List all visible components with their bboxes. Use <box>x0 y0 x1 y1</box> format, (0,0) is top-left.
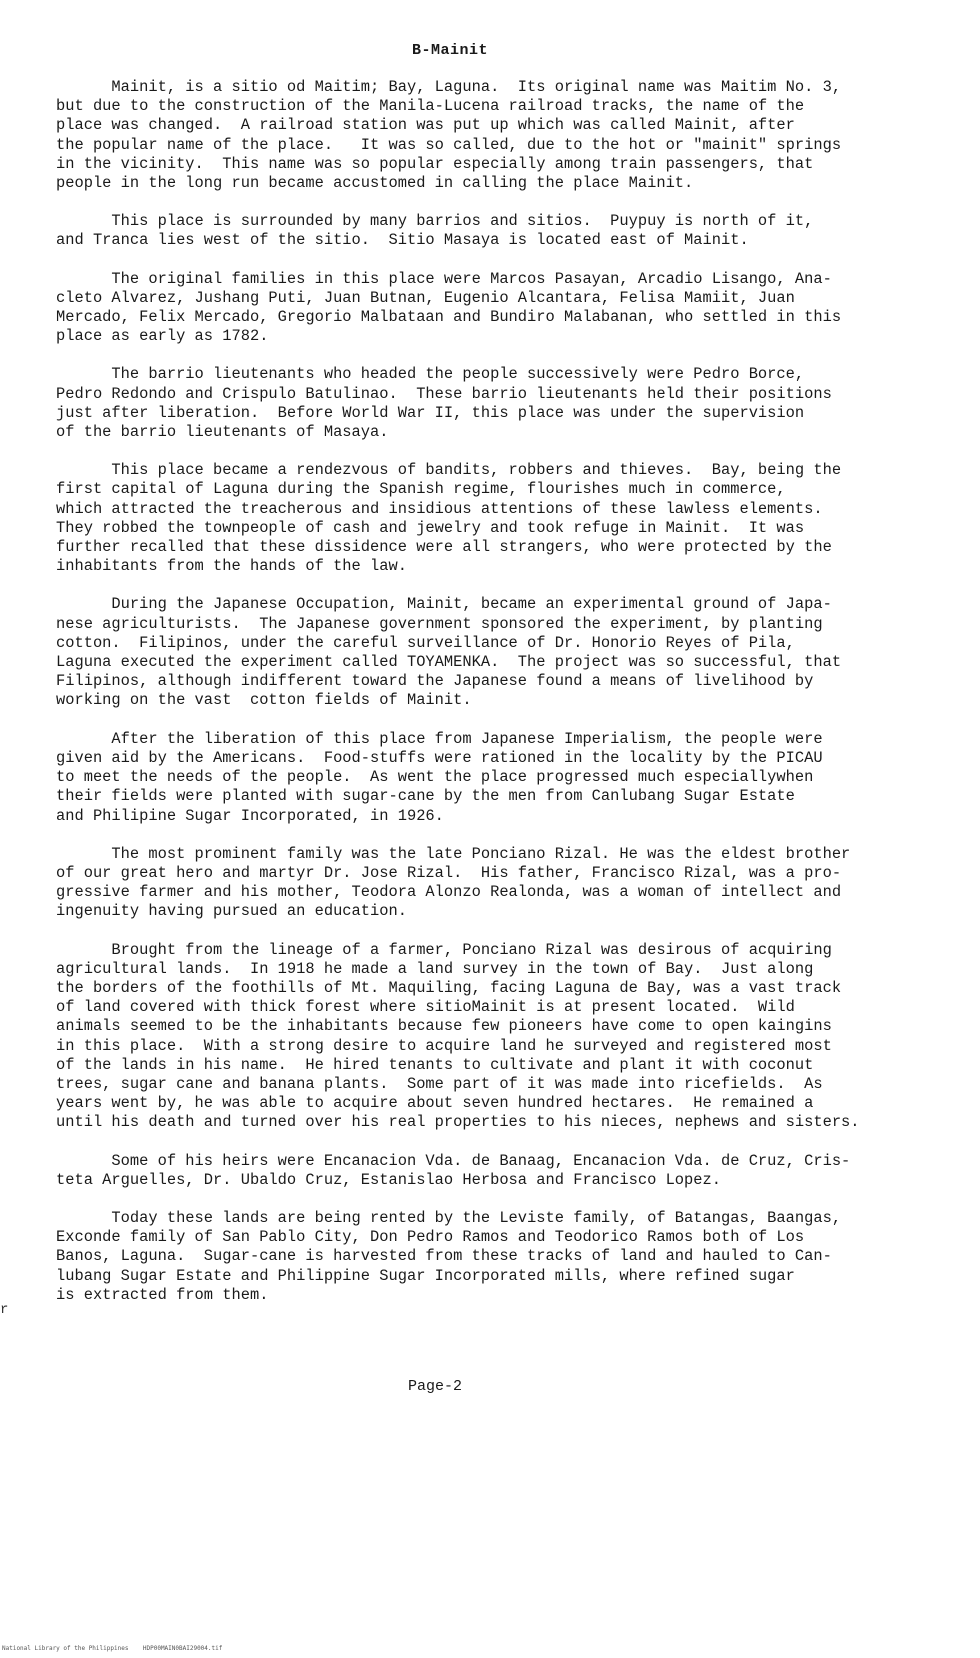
text-line: Exconde family of San Pablo City, Don Pedro Ramos and Teodorico Ramos both of Los <box>56 1228 805 1247</box>
text-line: given aid by the Americans. Food-stuffs were rationed in the locality by the PICAU <box>56 748 823 767</box>
text-line: teta Arguelles, Dr. Ubaldo Cruz, Estanislao Herbosa and Francisco Lopez. <box>56 1170 721 1189</box>
paragraph <box>56 270 916 347</box>
paragraph <box>56 941 916 1133</box>
text-line: Brought from the lineage of a farmer, Ponciano Rizal was desirous of acquiring <box>56 940 832 959</box>
text-line: in the vicinity. This name was so popular especially among train passengers, that <box>56 154 814 173</box>
text-line: to meet the needs of the people. As went the place progressed much especiallywhen <box>56 768 814 787</box>
text-line: place was changed. A railroad station was put up which was called Mainit, after <box>56 116 795 135</box>
text-line: The most prominent family was the late Ponciano Rizal. He was the eldest brother <box>56 844 851 863</box>
text-line: the borders of the foothills of Mt. Maquiling, facing Laguna de Bay, was a vast track <box>56 978 842 997</box>
text-line: years went by, he was able to acquire about seven hundred hectares. He remained a <box>56 1094 814 1113</box>
text-line: animals seemed to be the inhabitants because few pioneers have come to open kaingins <box>56 1017 832 1036</box>
page-number: Page-2 <box>408 1378 463 1395</box>
text-line: first capital of Laguna during the Spanish regime, flourishes much in commerce, <box>56 480 786 499</box>
text-line: further recalled that these dissidence were all strangers, who were protected by the <box>56 538 832 557</box>
document-body <box>56 78 916 1324</box>
text-line: of our great hero and martyr Dr. Jose Rizal. His father, Francisco Rizal, was a pro- <box>56 863 842 882</box>
text-line: Pedro Redondo and Crispulo Batulinao. These barrio lieutenants held their positions <box>56 384 832 403</box>
text-line: trees, sugar cane and banana plants. Some part of it was made into ricefields. As <box>56 1074 823 1093</box>
text-line: of the barrio lieutenants of Masaya. <box>56 423 389 442</box>
text-line: and Tranca lies west of the sitio. Sitio Masaya is located east of Mainit. <box>56 231 749 250</box>
text-line: Banos, Laguna. Sugar-cane is harvested from these tracks of land and hauled to Can- <box>56 1247 832 1266</box>
text-line: their fields were planted with sugar-cane by the men from Canlubang Sugar Estate <box>56 787 795 806</box>
text-line: of land covered with thick forest where sitioMainit is at present located. Wild <box>56 998 795 1017</box>
archive-footer: National Library of the Philippines HDP00MAIN0BAI29004.tif <box>2 1645 223 1652</box>
text-line: in this place. With a strong desire to acquire land he surveyed and registered most <box>56 1036 832 1055</box>
text-line: gressive farmer and his mother, Teodora Alonzo Realonda, was a woman of intellect and <box>56 883 842 902</box>
text-line: Today these lands are being rented by the Leviste family, of Batangas, Baangas, <box>56 1208 842 1227</box>
paragraph <box>56 595 916 710</box>
text-line: but due to the construction of the Manila-Lucena railroad tracks, the name of the <box>56 97 805 116</box>
text-line: Mainit, is a sitio od Maitim; Bay, Laguna. Its original name was Maitim No. 3, <box>56 78 842 96</box>
paragraph <box>56 845 916 922</box>
text-line: the popular name of the place. It was so called, due to the hot or "mainit" springs <box>56 135 842 154</box>
text-line: which attracted the treacherous and insidious attentions of these lawless elements. <box>56 499 823 518</box>
paragraph <box>56 461 916 576</box>
paragraph <box>56 365 916 442</box>
text-line: The barrio lieutenants who headed the people successively were Pedro Borce, <box>56 365 805 384</box>
text-line: Filipinos, although indifferent toward the Japanese found a means of livelihood by <box>56 672 814 691</box>
text-line: until his death and turned over his real properties to his nieces, nephews and sisters. <box>56 1113 860 1132</box>
text-line: place as early as 1782. <box>56 327 269 346</box>
text-line: After the liberation of this place from Japanese Imperialism, the people were <box>56 729 823 748</box>
page-title: B-Mainit <box>411 42 488 59</box>
text-line: This place became a rendezvous of bandits, robbers and thieves. Bay, being the <box>56 461 842 480</box>
paragraph <box>56 78 916 193</box>
text-line: just after liberation. Before World War II, this place was under the supervision <box>56 403 805 422</box>
text-line: working on the vast cotton fields of Mainit. <box>56 691 472 710</box>
text-line: This place is surrounded by many barrios and sitios. Puypuy is north of it, <box>56 212 814 231</box>
paragraph <box>56 212 916 250</box>
text-line: They robbed the townpeople of cash and jewelry and took refuge in Mainit. It was <box>56 518 805 537</box>
text-line: Laguna executed the experiment called TOYAMENKA. The project was so successful, that <box>56 653 842 672</box>
text-line: lubang Sugar Estate and Philippine Sugar Incorporated mills, where refined sugar <box>56 1266 795 1285</box>
text-line: and Philipine Sugar Incorporated, in 1926. <box>56 806 444 825</box>
text-line: cleto Alvarez, Jushang Puti, Juan Butnan, Eugenio Alcantara, Felisa Mamiit, Juan <box>56 288 795 307</box>
text-line: cotton. Filipinos, under the careful surveillance of Dr. Honorio Reyes of Pila, <box>56 633 795 652</box>
text-line: ingenuity having pursued an education. <box>56 902 407 921</box>
paragraph <box>56 1209 916 1305</box>
paragraph <box>56 730 916 826</box>
text-line: is extracted from them. <box>56 1285 269 1304</box>
text-line: The original families in this place were Marcos Pasayan, Arcadio Lisango, Ana- <box>56 269 832 288</box>
text-line: of the lands in his name. He hired tenants to cultivate and plant it with coconut <box>56 1055 814 1074</box>
text-line: Some of his heirs were Encanacion Vda. de Banaag, Encanacion Vda. de Cruz, Cris- <box>56 1151 851 1170</box>
text-line: people in the long run became accustomed in calling the place Mainit. <box>56 174 694 193</box>
text-line: inhabitants from the hands of the law. <box>56 557 407 576</box>
text-line: agricultural lands. In 1918 he made a land survey in the town of Bay. Just along <box>56 959 814 978</box>
text-line: During the Japanese Occupation, Mainit, became an experimental ground of Japa- <box>56 595 832 614</box>
paragraph <box>56 1152 916 1190</box>
text-line: nese agriculturists. The Japanese government sponsored the experiment, by planting <box>56 614 823 633</box>
margin-mark: r <box>0 1302 9 1318</box>
text-line: Mercado, Felix Mercado, Gregorio Malbataan and Bundiro Malabanan, who settled in this <box>56 308 842 327</box>
